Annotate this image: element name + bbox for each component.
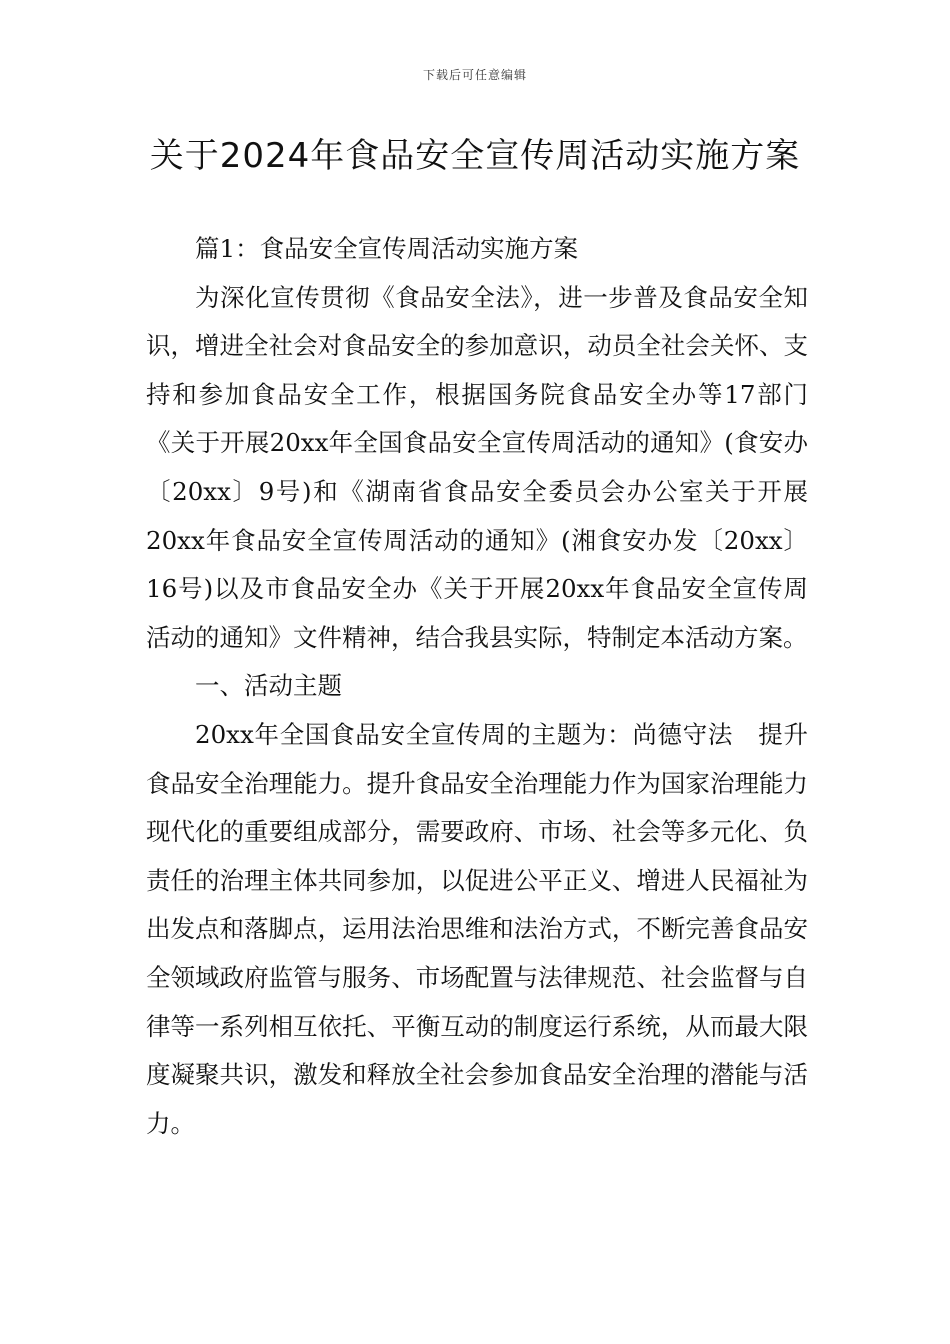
section-heading-activity-theme: 一、活动主题 bbox=[195, 671, 342, 701]
theme-paragraph: 20xx年全国食品安全宣传周的主题为：尚德守法 提升食品安全治理能力。提升食品安全治理能力作为国家治理能力现代化的重要组成部分，需要政府、市场、社会等多元化、负责任的治理主体共同参加，以促进公平正义、增进人民福祉为出发点和落脚点，运用法治思维和法治方式，不断完善食品安全领域政府监管与服务、市场配置与法律规范、社会监督与自律等一系列相互依托、平衡互动的制度运行系统，从而最大限度凝聚共识，激发和释放全社会参加食品安全治理的潜能与活力。 bbox=[146, 719, 808, 1138]
section-heading-part1: 篇1：食品安全宣传周活动实施方案 bbox=[195, 234, 579, 263]
document-body bbox=[146, 225, 808, 1148]
intro-paragraph: 为深化宣传贯彻《食品安全法》，进一步普及食品安全知识，增进全社会对食品安全的参加意识，动员全社会关怀、支持和参加食品安全工作，根据国务院食品安全办等17部门《关于开展20xx年全国食品安全宣传周活动的通知》(食安办〔20xx〕9号)和《湖南省食品安全委员会办公室关于开展20xx年食品安全宣传周活动的通知》(湘食安办发〔20xx〕16号)以及市食品安全办《关于开展20xx年食品安全宣传周活动的通知》文件精神，结合我县实际，特制定本活动方案。 bbox=[146, 282, 808, 652]
page-header-note: 下载后可任意编辑 bbox=[422, 68, 527, 82]
document-title: 关于2024年食品安全宣传周活动实施方案 bbox=[149, 136, 801, 176]
